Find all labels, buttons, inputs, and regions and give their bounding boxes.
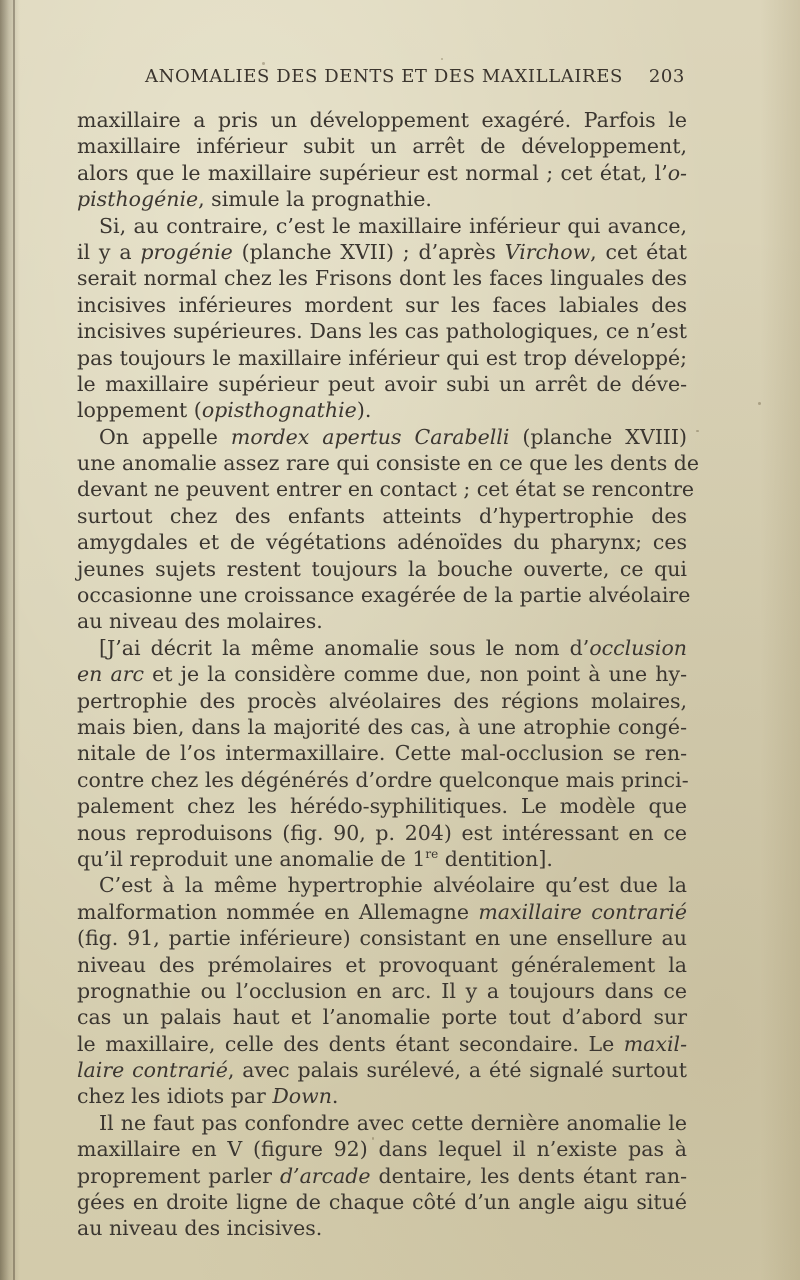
text-line	[77, 740, 687, 766]
text-segment: maxillaire inférieur subit un arrêt de développement,	[77, 134, 687, 159]
text-segment: incisives inférieures mordent sur les faces labiales des	[77, 292, 687, 317]
text-segment: Si, au contraire, c’est le maxillaire inférieur qui avance,	[99, 213, 687, 238]
text-line	[77, 239, 687, 265]
text-line	[77, 582, 691, 608]
paper-speck	[262, 62, 265, 65]
paper-speck	[441, 58, 443, 60]
text-line	[77, 503, 687, 529]
text-line	[77, 925, 687, 951]
italic-text: maxillaire contrarié	[478, 899, 687, 924]
text-line	[77, 1057, 687, 1083]
text-segment: , simule la prognathie.	[198, 187, 432, 212]
text-line	[77, 952, 687, 978]
text-segment: dentaire, les dents étant ran-	[370, 1163, 687, 1188]
text-segment: mais bien, dans la majorité des cas, à une atrophie congé-	[77, 714, 687, 739]
page-number: 203	[648, 66, 685, 87]
text-line	[77, 661, 687, 687]
text-segment: dentition].	[438, 846, 553, 871]
text-segment: malformation nommée en Allemagne	[77, 899, 479, 924]
text-line	[77, 450, 699, 476]
italic-text: Down	[272, 1084, 332, 1109]
italic-text: opisthognathie	[201, 398, 357, 423]
text-line	[77, 160, 687, 186]
text-segment: niveau des prémolaires et provoquant généralement la	[77, 952, 687, 977]
text-line	[77, 608, 687, 634]
text-segment: (planche XVIII)	[509, 424, 687, 449]
italic-text: progénie	[140, 239, 233, 264]
text-segment: nous reproduisons (fig. 90, p. 204) est intéressant en ce	[77, 820, 687, 845]
paper-speck	[758, 402, 761, 405]
text-segment: gées en droite ligne de chaque côté d’un angle aigu situé	[77, 1190, 687, 1215]
text-segment: surtout chez des enfants atteints d’hypertrophie des	[77, 503, 687, 528]
text-segment: (fig. 91, partie inférieure) consistant en une ensellure au	[77, 926, 687, 951]
italic-text: laire contrarié	[77, 1058, 228, 1083]
text-segment: .	[331, 1084, 339, 1109]
text-segment: au niveau des incisives.	[77, 1216, 323, 1241]
text-line	[77, 872, 687, 898]
italic-text: occlusion	[589, 635, 687, 660]
text-segment: contre chez les dégénérés d’ordre quelconque mais princi-	[77, 767, 689, 792]
italic-text: en arc	[77, 662, 144, 687]
text-segment: le maxillaire, celle des dents étant secondaire. Le	[77, 1031, 624, 1056]
text-segment: palement chez les hérédo-syphilitiques. Le modèle que	[77, 794, 687, 819]
text-line	[77, 688, 687, 714]
text-line	[77, 397, 687, 423]
text-segment: [J’ai décrit la même anomalie sous le nom d’	[99, 635, 590, 660]
text-line	[77, 424, 687, 450]
text-line	[77, 213, 687, 239]
text-segment: amygdales et de végétations adénoïdes du pharynx; ces	[77, 530, 687, 555]
text-line	[77, 133, 687, 159]
text-segment: , avec palais surélevé, a été signalé surtout	[227, 1058, 687, 1083]
text-line	[77, 846, 687, 872]
text-segment: au niveau des molaires.	[77, 609, 323, 634]
text-segment: pertrophie des procès alvéolaires des régions molaires,	[77, 688, 687, 713]
text-segment: qu’il reproduit une anomalie de 1	[77, 846, 426, 871]
text-segment: Il ne faut pas confondre avec cette dernière anomalie le	[99, 1110, 687, 1135]
spine-shadow	[0, 0, 20, 1280]
text-segment: alors que le maxillaire supérieur est normal ; cet état, l’	[77, 160, 668, 185]
text-segment: nitale de l’os intermaxillaire. Cette mal-occlusion se ren-	[77, 741, 687, 766]
italic-text: pisthogénie	[77, 187, 199, 212]
text-segment: prognathie ou l’occlusion en arc. Il y a toujours dans ce	[77, 978, 687, 1003]
body-text	[77, 107, 699, 1242]
italic-text: o-	[667, 160, 687, 185]
text-line	[77, 978, 687, 1004]
text-segment: On appelle	[99, 424, 231, 449]
text-line	[77, 767, 687, 793]
text-line	[77, 1136, 687, 1162]
text-segment: loppement (	[77, 398, 202, 423]
running-title: ANOMALIES DES DENTS ET DES MAXILLAIRES	[145, 66, 623, 87]
text-line	[77, 265, 687, 291]
text-line	[77, 1004, 687, 1030]
text-segment: occasionne une croissance exagérée de la partie alvéolaire	[77, 583, 691, 608]
text-line	[77, 345, 687, 371]
text-line	[77, 1110, 687, 1136]
text-segment: , cet état	[590, 239, 687, 264]
text-segment: ).	[356, 398, 372, 423]
text-line	[77, 292, 687, 318]
italic-text: d’arcade	[279, 1163, 371, 1188]
text-line	[77, 635, 687, 661]
text-segment: devant ne peuvent entrer en contact ; cet état se rencontre	[77, 477, 695, 502]
text-segment: pas toujours le maxillaire inférieur qui est trop développé;	[77, 345, 687, 370]
italic-text: mordex apertus Carabelli	[230, 424, 510, 449]
text-line	[77, 1083, 687, 1109]
text-line	[77, 714, 687, 740]
running-head	[145, 66, 685, 96]
text-segment: proprement parler	[77, 1163, 280, 1188]
text-segment: et je la considère comme due, non point à une hy-	[143, 662, 687, 687]
text-line	[77, 1031, 687, 1057]
text-segment: (planche XVII) ; d’après	[232, 239, 505, 264]
text-segment: une anomalie assez rare qui consiste en ce que les dents de	[77, 451, 699, 476]
text-line	[77, 186, 687, 212]
text-segment: maxillaire en V (figure 92) dans lequel il n’existe pas à	[77, 1137, 687, 1162]
text-line	[77, 556, 687, 582]
text-segment: serait normal chez les Frisons dont les faces linguales des	[77, 266, 687, 291]
text-line	[77, 1163, 687, 1189]
text-line	[77, 899, 687, 925]
italic-text: maxil-	[623, 1031, 687, 1056]
text-segment: jeunes sujets restent toujours la bouche ouverte, ce qui	[77, 556, 687, 581]
text-line	[77, 318, 687, 344]
text-segment: chez les idiots par	[77, 1084, 273, 1109]
superscript-text: re	[425, 847, 439, 862]
text-line	[77, 1215, 687, 1241]
text-segment: le maxillaire supérieur peut avoir subi un arrêt de déve-	[77, 371, 687, 396]
text-line	[77, 793, 687, 819]
italic-text: Virchow	[504, 239, 591, 264]
text-line	[77, 107, 687, 133]
text-line	[77, 1189, 687, 1215]
text-segment: maxillaire a pris un développement exagéré. Parfois le	[77, 108, 687, 132]
text-line	[77, 371, 687, 397]
text-segment: il y a	[77, 239, 141, 264]
text-line	[77, 529, 687, 555]
spine-line	[13, 0, 15, 1280]
text-segment: incisives supérieures. Dans les cas pathologiques, ce n’est	[77, 319, 687, 344]
text-line	[77, 820, 687, 846]
page-edge-shading	[760, 0, 800, 1280]
text-line	[77, 476, 695, 502]
text-segment: C’est à la même hypertrophie alvéolaire qu’est due la	[99, 873, 687, 898]
paper-speck	[696, 430, 699, 432]
text-segment: cas un palais haut et l’anomalie porte tout d’abord sur	[77, 1005, 687, 1030]
